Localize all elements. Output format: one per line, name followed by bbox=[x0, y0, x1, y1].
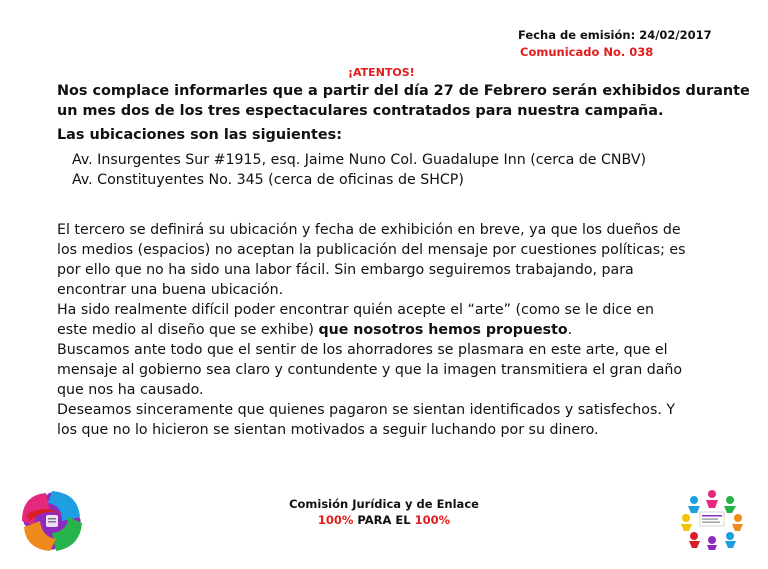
slogan-part: PARA EL bbox=[353, 513, 415, 527]
footer bbox=[0, 496, 768, 528]
text-line: Deseamos sinceramente que quienes pagaron se sientan identificados y satisfechos. Y bbox=[57, 402, 676, 418]
hands-logo-icon bbox=[16, 485, 88, 557]
paragraph-message bbox=[57, 340, 757, 400]
location-item: Av. Constituyentes No. 345 (cerca de oficinas de SHCP) bbox=[72, 172, 464, 188]
text-line: por ello que no ha sido una labor fácil. Sin embargo seguiremos trabajando, para bbox=[57, 262, 634, 278]
text-segment: este medio al diseño que se exhibe) bbox=[57, 322, 319, 338]
location-item: Av. Insurgentes Sur #1915, esq. Jaime Nuno Col. Guadalupe Inn (cerca de CNBV) bbox=[72, 152, 647, 168]
locations-title: Las ubicaciones son las siguientes: bbox=[57, 127, 342, 143]
locations-list bbox=[72, 150, 646, 190]
paragraph-third-location bbox=[57, 220, 757, 300]
intro-line: un mes dos de los tres espectaculares contratados para nuestra campaña. bbox=[57, 103, 664, 119]
text-line: Ha sido realmente difícil poder encontrar quién acepte el “arte” (como se le dice en bbox=[57, 302, 655, 318]
slogan bbox=[0, 512, 768, 528]
paragraph-closing bbox=[57, 400, 757, 440]
text-segment: . bbox=[567, 322, 573, 338]
text-line: encontrar una buena ubicación. bbox=[57, 282, 284, 298]
organization-name: Comisión Jurídica y de Enlace bbox=[289, 497, 479, 511]
slogan-part: 100% bbox=[317, 513, 354, 527]
intro-line: Nos complace informarles que a partir del día 27 de Febrero serán exhibidos durante bbox=[57, 83, 750, 99]
text-line: los que no lo hicieron se sientan motivados a seguir luchando por su dinero. bbox=[57, 422, 599, 438]
text-line: que nos ha causado. bbox=[57, 382, 204, 398]
people-circle-logo-icon bbox=[680, 488, 744, 550]
text-line: mensaje al gobierno sea claro y contundente y que la imagen transmitiera el gran daño bbox=[57, 362, 683, 378]
body-text bbox=[57, 220, 757, 440]
intro-paragraph bbox=[57, 81, 750, 121]
issue-date: Fecha de emisión: 24/02/2017 bbox=[518, 28, 712, 42]
attention-heading: ¡ATENTOS! bbox=[348, 66, 415, 79]
text-line: El tercero se definirá su ubicación y fecha de exhibición en breve, ya que los dueños de bbox=[57, 222, 681, 238]
text-line: Buscamos ante todo que el sentir de los ahorradores se plasmara en este arte, que el bbox=[57, 342, 668, 358]
bold-segment: que nosotros hemos propuesto bbox=[318, 322, 568, 338]
text-line bbox=[57, 320, 757, 340]
paragraph-art bbox=[57, 300, 757, 340]
slogan-part: 100% bbox=[414, 513, 451, 527]
text-line: los medios (espacios) no aceptan la publicación del mensaje por cuestiones políticas; es bbox=[57, 242, 686, 258]
communique-number: Comunicado No. 038 bbox=[520, 45, 654, 59]
